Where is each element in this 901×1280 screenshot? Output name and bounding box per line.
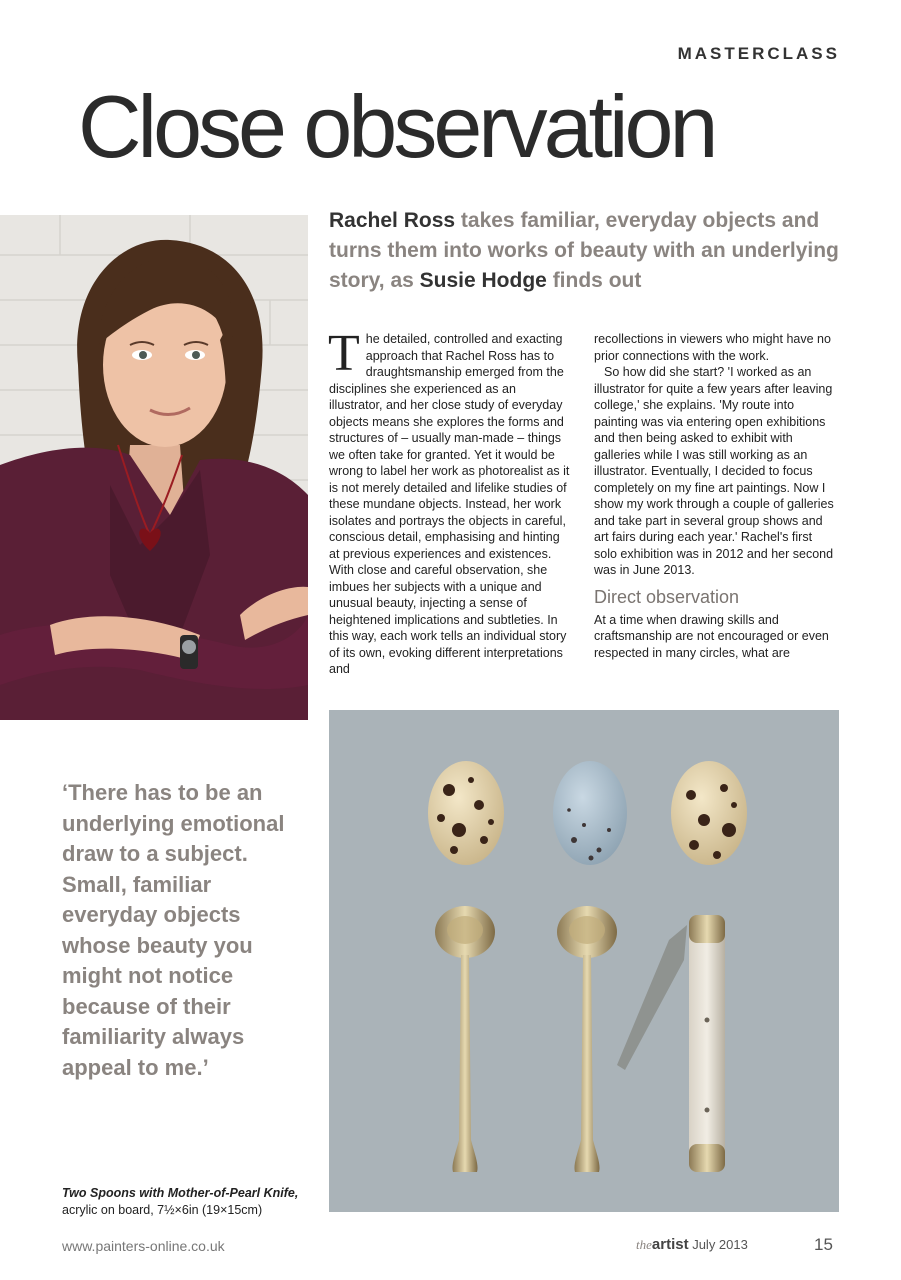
standfirst-artist: Rachel Ross: [329, 209, 456, 232]
article-column-2: [594, 331, 838, 661]
caption-title: Two Spoons with Mother-of-Pearl Knife,: [62, 1186, 299, 1200]
subhead: Direct observation: [594, 586, 740, 607]
magazine-logo-the: the: [636, 1237, 652, 1252]
drop-cap: T: [328, 325, 360, 382]
footer-magazine: [636, 1236, 748, 1253]
standfirst-text-end: finds out: [546, 269, 642, 292]
article-paragraph: At a time when drawing skills and craftsmanship are not encouraged or even respected in many circles, what are: [594, 612, 829, 660]
page-number: 15: [814, 1235, 833, 1254]
knife-handle: [689, 915, 725, 1170]
standfirst: [329, 206, 869, 296]
issue-date: July 2013: [692, 1237, 748, 1252]
magazine-logo-artist: artist: [651, 1236, 689, 1253]
article-paragraph: recollections in viewers who might have no prior connections with the work.: [594, 332, 831, 363]
article-column-1: [328, 325, 572, 678]
quail-egg-2: [553, 761, 627, 865]
article-paragraph: he detailed, controlled and exacting approach that Rachel Ross has to draughtsmanship emerged from the disciplines she experienced as an illustrator, and her close study of everyday objects means she explores the forms and structures of – usually man-made – things we often take for granted. Yet it would be wrong to label her work as photorealist as it is not merely detailed and lifelike studies of these mundane objects. Instead, her work isolates and portrays the objects in careful, conscious detail, emphasising and hinting at previous experiences and existences. With close and careful observation, she imbues her subjects with a unique and unusual beauty, injecting a sense of heightened implications and subtleties. In this way, each work tells an individual story of its own, evoking different interpretations and: [329, 332, 570, 676]
standfirst-author: Susie Hodge: [419, 269, 547, 292]
painting-caption: [62, 1185, 322, 1219]
standfirst-text: takes familiar, everyday objects and turns them into works of beauty with an underlying story, as: [329, 209, 839, 292]
section-label: MASTERCLASS: [677, 44, 840, 63]
quail-egg-3: [671, 761, 747, 865]
pull-quote: ‘There has to be an underlying emotional draw to a subject. Small, familiar everyday objects whose beauty you might not notice because of their familiarity always appeal to me.’: [62, 780, 285, 1080]
portrait-photo: [0, 215, 308, 720]
caption-details: acrylic on board, 7½×6in (19×15cm): [62, 1203, 263, 1217]
quail-egg-1: [428, 761, 504, 865]
painting-image: [329, 710, 839, 1212]
article-paragraph: So how did she start? 'I worked as an illustrator for quite a few years after leaving college,' she explains. 'My route into painting was via entering open exhibitions and then being asked to exhibit with galleries while I was still working as an illustrator. Eventually, I decided to focus completely on my fine art paintings. Now I show my work through a couple of galleries and take part in several group shows and art fairs during each year.' Rachel's first solo exhibition was in 2012 and her second was in June 2013.: [594, 365, 834, 577]
headline: Close observation: [78, 77, 715, 176]
footer-url[interactable]: www.painters-online.co.uk: [62, 1238, 225, 1254]
